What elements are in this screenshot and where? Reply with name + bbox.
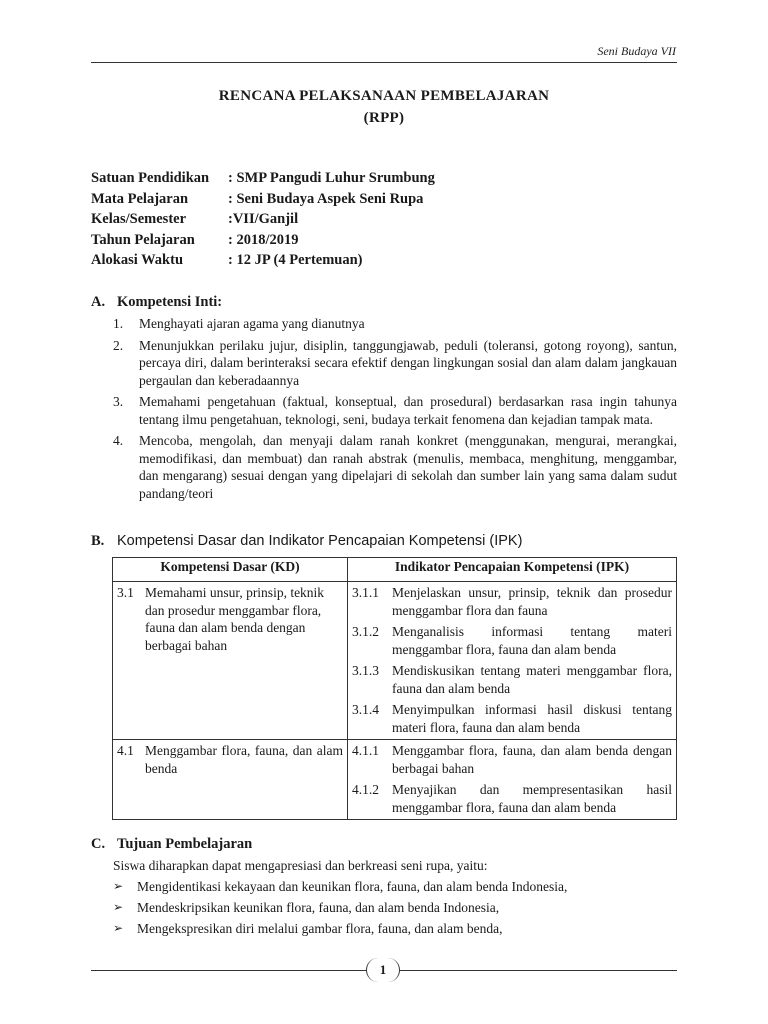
section-a-heading xyxy=(91,294,222,311)
list-item xyxy=(113,920,677,938)
kd-code: 4.1 xyxy=(117,743,134,758)
ipk-code: 3.1.2 xyxy=(352,624,379,639)
arrow-bullet-icon: ➢ xyxy=(113,878,124,893)
info-row xyxy=(91,232,435,253)
section-c-heading xyxy=(91,836,252,853)
ipk-cell xyxy=(348,740,677,820)
ipk-entry xyxy=(352,742,672,777)
info-row xyxy=(91,252,435,273)
item-text: Mengekspresikan diri melalui gambar flora, fauna, dan alam benda, xyxy=(137,920,503,936)
kd-entry xyxy=(117,584,343,654)
info-key: Mata Pelajaran xyxy=(91,190,189,207)
list-item xyxy=(113,315,677,333)
info-row xyxy=(91,211,435,232)
ipk-entry xyxy=(352,623,672,658)
item-text: Menghayati ajaran agama yang dianutnya xyxy=(139,316,365,331)
item-text: Mencoba, mengolah, dan menyaji dalam ranah konkret (menggunakan, mengurai, merangkai, memodifikasi, dan membuat) dan ranah abstrak (menulis, membaca, menghitung, menggambar, dan mengarang) sesuai dengan yang dipelajari di sekolah dan sumber lain yang sama dalam sudut pandang/teori xyxy=(139,433,677,501)
kd-text: Memahami unsur, prinsip, teknik dan prosedur menggambar flora, fauna dan alam benda dengan berbagai bahan xyxy=(145,585,325,653)
info-value: : 2018/2019 xyxy=(228,231,299,248)
ipk-text: Menyimpulkan informasi hasil diskusi tentang materi flora, fauna dan alam benda xyxy=(392,702,672,735)
ipk-entry xyxy=(352,662,672,697)
section-b-heading xyxy=(91,533,522,550)
info-key: Tahun Pelajaran xyxy=(91,231,195,248)
section-title: Tujuan Pembelajaran xyxy=(117,836,253,852)
item-text: Mengidentikasi kekayaan dan keunikan flora, fauna, dan alam benda Indonesia, xyxy=(137,878,568,894)
list-item xyxy=(113,337,677,390)
running-header: Seni Budaya VII xyxy=(597,44,676,58)
ipk-entry xyxy=(352,584,672,619)
info-key: Alokasi Waktu xyxy=(91,252,184,268)
ipk-entry xyxy=(352,781,672,816)
section-letter: A. xyxy=(91,294,106,310)
identity-block xyxy=(91,170,435,273)
list-item xyxy=(113,899,677,917)
kd-ipk-table xyxy=(112,557,677,820)
list-item xyxy=(113,878,677,896)
info-value: : SMP Pangudi Luhur Srumbung xyxy=(228,170,435,186)
kd-text: Menggambar flora, fauna, dan alam benda xyxy=(145,743,343,776)
item-number: 3. xyxy=(113,394,124,409)
ipk-text: Mendiskusikan tentang materi menggambar flora, fauna dan alam benda xyxy=(392,663,672,696)
table-row xyxy=(113,582,677,740)
section-title: Kompetensi Inti: xyxy=(117,294,223,310)
item-number: 1. xyxy=(113,316,124,331)
info-key: Satuan Pendidikan xyxy=(91,170,210,186)
ipk-code: 4.1.1 xyxy=(352,743,379,758)
ipk-cell xyxy=(348,582,677,740)
tujuan-block xyxy=(113,857,677,941)
item-text: Mendeskripsikan keunikan flora, fauna, dan alam benda Indonesia, xyxy=(137,899,500,915)
info-row xyxy=(91,170,435,191)
item-text: Menunjukkan perilaku jujur, disiplin, tanggungjawab, peduli (toleransi, gotong royong), santun, percaya diri, dalam berinteraksi secara efektif dengan lingkungan sosial dan alam dalam jangkauan pergaulan dan keberadaannya xyxy=(139,337,677,388)
info-row xyxy=(91,191,435,212)
ipk-text: Menggambar flora, fauna, dan alam benda dengan berbagai bahan xyxy=(392,743,672,776)
kd-cell xyxy=(113,740,348,820)
arrow-bullet-icon: ➢ xyxy=(113,920,124,935)
ipk-text: Menjelaskan unsur, prinsip, teknik dan prosedur menggambar flora dan fauna xyxy=(392,585,672,618)
page-number: 1 xyxy=(366,958,400,982)
ipk-text: Menyajikan dan mempresentasikan hasil menggambar flora, fauna dan alam benda xyxy=(392,782,672,815)
info-value: : 12 JP (4 Pertemuan) xyxy=(228,252,363,268)
list-item xyxy=(113,432,677,502)
table-row xyxy=(113,740,677,820)
ipk-code: 3.1.1 xyxy=(352,585,379,600)
section-letter: B. xyxy=(91,533,105,549)
info-value: : Seni Budaya Aspek Seni Rupa xyxy=(228,190,424,207)
item-number: 2. xyxy=(113,337,124,353)
column-header: Kompetensi Dasar (KD) xyxy=(113,558,348,582)
kd-cell xyxy=(113,582,348,740)
header-rule xyxy=(91,62,677,63)
document-title: RENCANA PELAKSANAAN PEMBELAJARAN xyxy=(218,88,550,104)
tujuan-intro: Siswa diharapkan dapat mengapresiasi dan berkreasi seni rupa, yaitu: xyxy=(113,858,488,873)
document-subtitle: (RPP) xyxy=(363,110,405,126)
column-header: Indikator Pencapaian Kompetensi (IPK) xyxy=(348,558,677,582)
ipk-entry xyxy=(352,701,672,736)
ipk-code: 3.1.4 xyxy=(352,702,379,717)
section-title: Kompetensi Dasar dan Indikator Pencapaian Kompetensi (IPK) xyxy=(117,533,523,549)
info-key: Kelas/Semester xyxy=(91,211,187,227)
kd-entry xyxy=(117,742,343,777)
table-header-row xyxy=(113,558,677,582)
kompetensi-inti-list xyxy=(113,315,677,506)
item-number: 4. xyxy=(113,433,124,448)
info-value: :VII/Ganjil xyxy=(228,211,299,227)
kd-code: 3.1 xyxy=(117,585,134,600)
arrow-bullet-icon: ➢ xyxy=(113,899,124,914)
list-item xyxy=(113,393,677,428)
ipk-code: 3.1.3 xyxy=(352,663,379,678)
section-letter: C. xyxy=(91,836,106,852)
ipk-code: 4.1.2 xyxy=(352,782,379,797)
item-text: Memahami pengetahuan (faktual, konseptual, dan prosedural) berdasarkan rasa ingin tahunya tentang ilmu pengetahuan, teknologi, seni, budaya terkait fenomena dan kejadian tampak mata. xyxy=(139,394,677,427)
ipk-text: Menganalisis informasi tentang materi menggambar flora, fauna dan alam benda xyxy=(392,624,672,657)
